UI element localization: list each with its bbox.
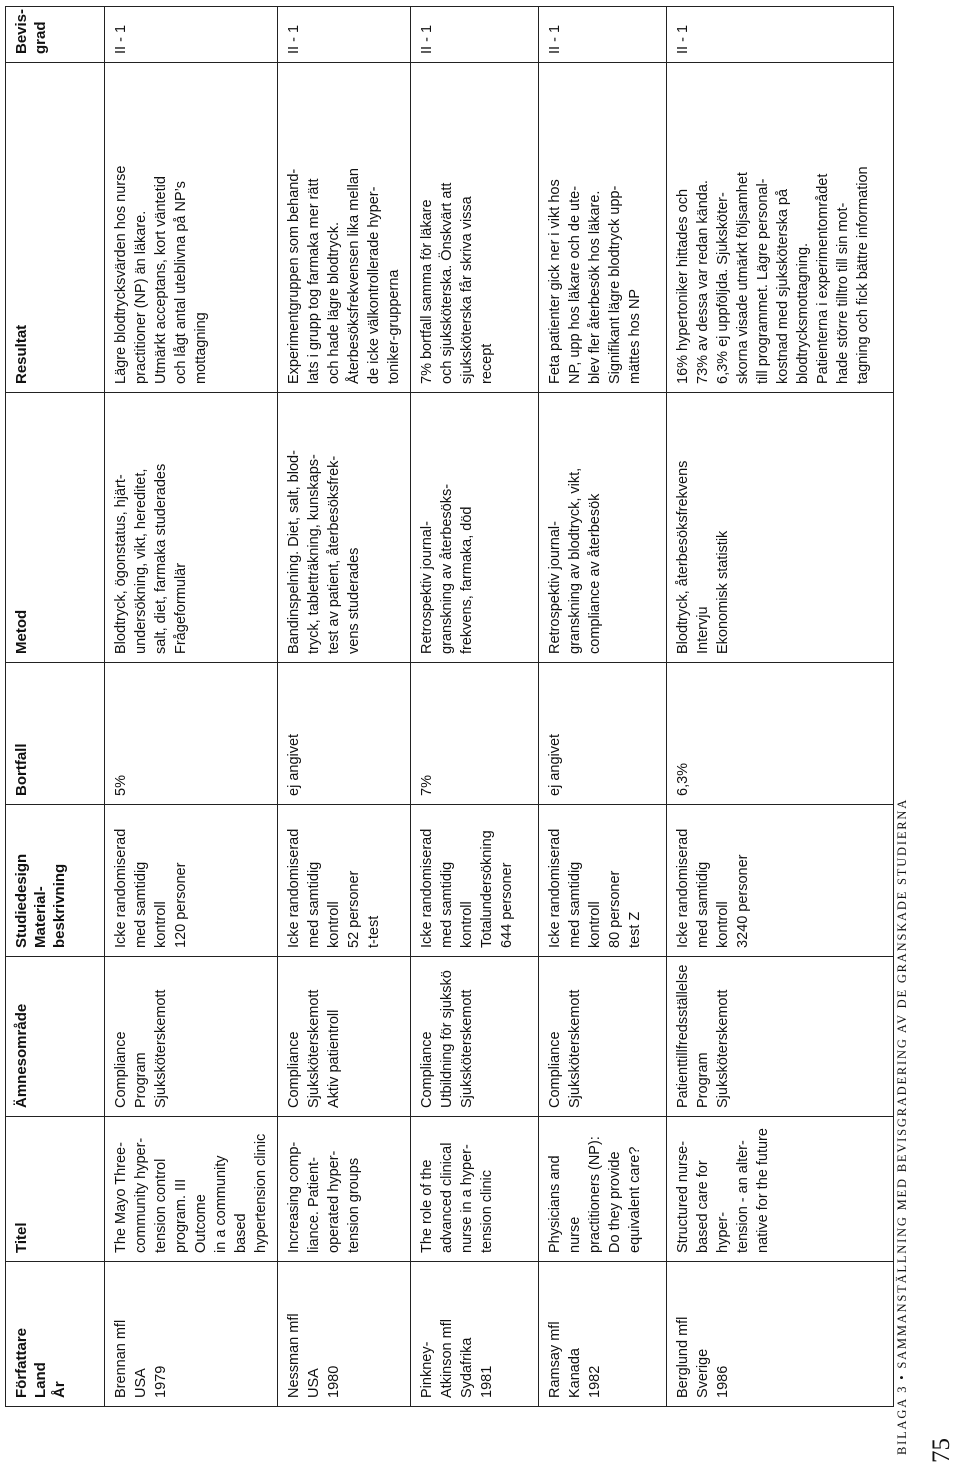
cell-design-line: 80 personer <box>607 870 623 948</box>
cell-result-line: Experimentgruppen som behand- <box>286 168 302 384</box>
cell-result-line: 7% bortfall samma för läkare <box>419 199 435 384</box>
cell-authors <box>411 1262 539 1407</box>
cell-dropout <box>539 663 667 805</box>
cell-dropout-line: 7% <box>419 775 435 796</box>
cell-subject-line: Aktiv patientroll <box>326 1009 342 1108</box>
cell-title-line: Do they provide <box>607 1151 623 1253</box>
cell-result-line: Signifikant lägre blodtryck upp- <box>607 185 623 384</box>
cell-grade-line: II - 1 <box>286 24 302 54</box>
table-row <box>105 7 278 1407</box>
cell-subject <box>411 957 539 1117</box>
cell-design-line: 120 personer <box>173 862 189 948</box>
cell-method-line: Retrospektiv journal- <box>419 521 435 654</box>
cell-subject-line: Program <box>133 1052 149 1108</box>
header-subject <box>6 957 105 1117</box>
cell-result-line: till programmet. Lägre personal- <box>755 178 771 384</box>
cell-design <box>667 805 894 957</box>
cell-result-line: de icke välkontrollerade hyper- <box>366 186 382 384</box>
header-title-line: Titel <box>13 1222 30 1253</box>
cell-result-line: blodtrycksmottagning. <box>795 242 811 384</box>
cell-design-line: Icke randomiserad <box>419 828 435 948</box>
cell-subject <box>539 957 667 1117</box>
cell-result <box>105 63 278 393</box>
cell-subject-line: Compliance <box>286 1031 302 1108</box>
header-design <box>6 805 105 957</box>
header-design-line: Studiedesign <box>13 853 30 948</box>
cell-authors-line: Sverige <box>695 1348 711 1398</box>
cell-grade <box>539 7 667 63</box>
cell-authors-line: Berglund mfl <box>675 1316 691 1398</box>
cell-title-line: hypertension clinic <box>253 1133 269 1253</box>
cell-result-line: Utmärkt acceptans, kort väntetid <box>153 176 169 384</box>
header-method-line: Metod <box>13 609 30 654</box>
cell-method-line: tryck, tabletträkning, kunskaps- <box>306 454 322 654</box>
cell-authors <box>539 1262 667 1407</box>
cell-subject-line: Program <box>695 1052 711 1108</box>
cell-authors-line: Ramsay mfl <box>547 1321 563 1398</box>
cell-method-line: Frågeformulär <box>173 562 189 654</box>
cell-result-line: och lågt antal uteblivna på NP’s <box>173 181 189 384</box>
cell-title-line: community hyper- <box>133 1137 149 1253</box>
cell-result-line: lats i grupp tog farmaka mer rätt <box>306 178 322 384</box>
cell-grade <box>667 7 894 63</box>
cell-result <box>411 63 539 393</box>
cell-design-line: 644 personer <box>499 862 515 948</box>
header-grade <box>6 7 105 63</box>
cell-authors-line: Brennan mfl <box>113 1319 129 1398</box>
cell-design-line: med samtidig <box>567 861 583 948</box>
cell-result-line: toniker-grupperna <box>386 269 402 384</box>
cell-dropout <box>667 663 894 805</box>
cell-method <box>539 393 667 663</box>
cell-design <box>278 805 411 957</box>
cell-result-line: Feta patienter gick ner i vikt hos <box>547 179 563 384</box>
cell-method-line: Retrospektiv journal- <box>547 521 563 654</box>
cell-title-line: nurse in a hyper- <box>459 1144 475 1253</box>
cell-authors <box>105 1262 278 1407</box>
table-row <box>411 7 539 1407</box>
cell-method-line: vens studerades <box>346 547 362 654</box>
caption-text: BILAGA 3 • SAMMANSTÄLLNING MED BEVISGRADERING AV DE GRANSKADE STUDIERNA <box>895 797 909 1455</box>
cell-result-line: och hade lägre blodtryck. <box>326 221 342 384</box>
cell-method-line: Blodtryck, ögonstatus, hjärt- <box>113 474 129 654</box>
cell-subject-line: Compliance <box>113 1031 129 1108</box>
cell-subject-line: Utbildning för sjukskö <box>439 970 455 1108</box>
header-dropout-line: Bortfall <box>13 743 30 796</box>
cell-authors-line: USA <box>306 1368 322 1398</box>
rotated-table-wrapper <box>5 0 905 1407</box>
cell-dropout <box>105 663 278 805</box>
cell-subject <box>278 957 411 1117</box>
cell-subject-line: Sjuksköterskemott <box>306 989 322 1108</box>
cell-title-line: in a community based <box>213 1155 249 1253</box>
cell-result <box>539 63 667 393</box>
header-result <box>6 63 105 393</box>
cell-result-line: 16% hypertoniker hittades och <box>675 188 691 384</box>
cell-design-line: med samtidig <box>439 861 455 948</box>
cell-authors-line: 1982 <box>587 1365 603 1398</box>
header-method <box>6 393 105 663</box>
cell-result-line: Patienterna i experimentområdet <box>815 173 831 384</box>
cell-method <box>105 393 278 663</box>
cell-grade <box>105 7 278 63</box>
cell-result-line: tagning och fick bättre information <box>855 166 871 384</box>
cell-design-line: kontroll <box>459 901 475 948</box>
cell-grade-line: II - 1 <box>113 24 129 54</box>
cell-result-line: sjuksköterska får skriva vissa <box>459 196 475 384</box>
cell-method-line: undersökning, vikt, hereditet, <box>133 468 149 654</box>
cell-title-line: The role of the <box>419 1159 435 1253</box>
header-grade-line: Bevis- <box>13 8 30 54</box>
cell-result-line: NP, upp hos läkare och de ute- <box>567 185 583 384</box>
cell-subject-line: Compliance <box>419 1031 435 1108</box>
cell-design-line: kontroll <box>587 901 603 948</box>
cell-result-line: 6,3% ej uppföljda. Sjuksköter- <box>715 192 731 384</box>
cell-title <box>539 1117 667 1262</box>
cell-subject-line: Sjuksköterskemott <box>715 989 731 1108</box>
cell-title-line: Structured nurse- <box>675 1140 691 1253</box>
cell-subject-line: Sjuksköterskemott <box>459 989 475 1108</box>
cell-method-line: Bandinspelning. Diet, salt, blod- <box>286 450 302 654</box>
header-authors-line: Land <box>32 1362 49 1398</box>
cell-result-line: Återbesöksfrekvensen lika mellan <box>346 168 362 384</box>
cell-authors <box>667 1262 894 1407</box>
cell-result-line: 73% av dessa var redan kända. <box>695 180 711 384</box>
cell-dropout <box>278 663 411 805</box>
cell-title-line: tension groups <box>346 1157 362 1253</box>
cell-title-line: equivalent care? <box>627 1146 643 1253</box>
cell-method-line: granskning av återbesöks- <box>439 483 455 654</box>
cell-method <box>667 393 894 663</box>
cell-title-line: based care for hyper- <box>695 1160 731 1253</box>
page-number: 75 <box>928 1438 955 1463</box>
cell-subject-line: Sjuksköterskemott <box>567 989 583 1108</box>
cell-design-line: kontroll <box>153 901 169 948</box>
cell-design-line: Icke randomiserad <box>675 828 691 948</box>
cell-title-line: The Mayo Three- <box>113 1142 129 1253</box>
header-result-line: Resultat <box>13 324 30 384</box>
cell-grade-line: II - 1 <box>675 24 691 54</box>
table-row <box>667 7 894 1407</box>
cell-result-line: recept <box>479 343 495 384</box>
cell-method-line: compliance av återbesök <box>587 493 603 654</box>
cell-subject <box>667 957 894 1117</box>
header-authors <box>6 1262 105 1407</box>
cell-dropout-line: 5% <box>113 775 129 796</box>
cell-authors-line: Nessman mfl <box>286 1313 302 1398</box>
cell-method-line: Ekonomisk statistik <box>715 530 731 654</box>
cell-result-line: och sjuksköterska. Önskvärt att <box>439 182 455 384</box>
cell-result-line: mättes hos NP <box>627 288 643 384</box>
cell-design-line: Totalundersökning <box>479 830 495 948</box>
cell-method-line: Intervju <box>695 606 711 654</box>
cell-result <box>278 63 411 393</box>
cell-result-line: kostnad med sjuksköterska på <box>775 188 791 384</box>
cell-subject-line: Sjuksköterskemott <box>153 989 169 1108</box>
cell-design <box>105 805 278 957</box>
cell-authors <box>278 1262 411 1407</box>
cell-authors-line: Sydafrika <box>459 1337 475 1398</box>
cell-authors-line: 1986 <box>715 1365 731 1398</box>
table-header-row <box>6 7 105 1407</box>
cell-design-line: Icke randomiserad <box>286 828 302 948</box>
header-authors-line: År <box>51 1381 68 1398</box>
header-design-line: Material- <box>32 886 49 948</box>
cell-title <box>278 1117 411 1262</box>
cell-authors-line: 1981 <box>479 1365 495 1398</box>
cell-title-line: Physicians and nurse <box>547 1155 583 1253</box>
cell-method-line: Blodtryck, återbesöksfrekvens <box>675 460 691 654</box>
cell-result-line: blev fler återbesök hos läkare. <box>587 190 603 384</box>
cell-grade <box>411 7 539 63</box>
cell-authors-line: Kanada <box>567 1348 583 1398</box>
cell-result <box>667 63 894 393</box>
cell-authors-line: Atkinson mfl <box>439 1319 455 1398</box>
cell-authors-line: Pinkney- <box>419 1341 435 1398</box>
cell-grade <box>278 7 411 63</box>
cell-title-line: operated hyper- <box>326 1150 342 1253</box>
cell-design-line: kontroll <box>326 901 342 948</box>
cell-design <box>411 805 539 957</box>
cell-title-line: liance. Patient- <box>306 1157 322 1253</box>
cell-method-line: salt, diet, farmaka studerades <box>153 463 169 654</box>
cell-design-line: 52 personer <box>346 870 362 948</box>
header-design-line: beskrivning <box>51 863 68 948</box>
cell-dropout-line: ej angivet <box>286 733 302 796</box>
cell-title <box>105 1117 278 1262</box>
cell-authors-line: USA <box>133 1368 149 1398</box>
table-row <box>539 7 667 1407</box>
cell-title-line: practitioners (NP): <box>587 1136 603 1253</box>
cell-title-line: tension - an alter- <box>735 1140 751 1253</box>
cell-title <box>411 1117 539 1262</box>
cell-grade-line: II - 1 <box>419 24 435 54</box>
cell-design-line: med samtidig <box>306 861 322 948</box>
cell-method <box>411 393 539 663</box>
cell-authors-line: 1979 <box>153 1365 169 1398</box>
cell-method <box>278 393 411 663</box>
cell-subject-line: Compliance <box>547 1031 563 1108</box>
cell-dropout-line: 6,3% <box>675 762 691 796</box>
table-row <box>278 7 411 1407</box>
cell-design-line: kontroll <box>715 901 731 948</box>
header-grade-line: grad <box>32 21 49 54</box>
cell-design-line: Icke randomiserad <box>113 828 129 948</box>
cell-result-line: mottagning <box>193 312 209 384</box>
cell-design <box>539 805 667 957</box>
header-subject-line: Ämnesområde <box>13 1003 30 1108</box>
cell-design-line: med samtidig <box>133 861 149 948</box>
header-authors-line: Författare <box>13 1327 30 1398</box>
cell-grade-line: II - 1 <box>547 24 563 54</box>
cell-title-line: Increasing comp- <box>286 1141 302 1253</box>
cell-title-line: native for the future <box>755 1128 771 1253</box>
cell-result-line: practitioner (NP) än läkare. <box>133 210 149 384</box>
header-dropout <box>6 663 105 805</box>
header-title <box>6 1117 105 1262</box>
cell-authors-line: 1980 <box>326 1365 342 1398</box>
cell-method-line: frekvens, farmaka, död <box>459 506 475 654</box>
cell-design-line: Icke randomiserad <box>547 828 563 948</box>
cell-design-line: t-test <box>366 915 382 948</box>
cell-title <box>667 1117 894 1262</box>
cell-method-line: test av patient, återbesöksfrek- <box>326 455 342 654</box>
cell-design-line: med samtidig <box>695 861 711 948</box>
cell-method-line: granskning av blodtryck, vikt, <box>567 467 583 654</box>
cell-title-line: program. III Outcome <box>173 1178 209 1253</box>
cell-result-line: skorna visade utmärkt följsamhet <box>735 172 751 384</box>
evidence-table <box>5 6 894 1407</box>
cell-result-line: hade större tilltro till sin mot- <box>835 202 851 384</box>
cell-dropout <box>411 663 539 805</box>
cell-result-line: Lägre blodtrycksvärden hos nurse <box>113 165 129 384</box>
cell-title-line: advanced clinical <box>439 1142 455 1253</box>
cell-dropout-line: ej angivet <box>547 733 563 796</box>
cell-design-line: test Z <box>627 911 643 948</box>
cell-title-line: tension clinic <box>479 1169 495 1253</box>
footer-caption <box>894 155 911 1455</box>
cell-title-line: tension control <box>153 1158 169 1253</box>
cell-subject <box>105 957 278 1117</box>
cell-subject-line: Patienttillfredsställelse <box>675 964 691 1108</box>
cell-design-line: 3240 personer <box>735 854 751 948</box>
